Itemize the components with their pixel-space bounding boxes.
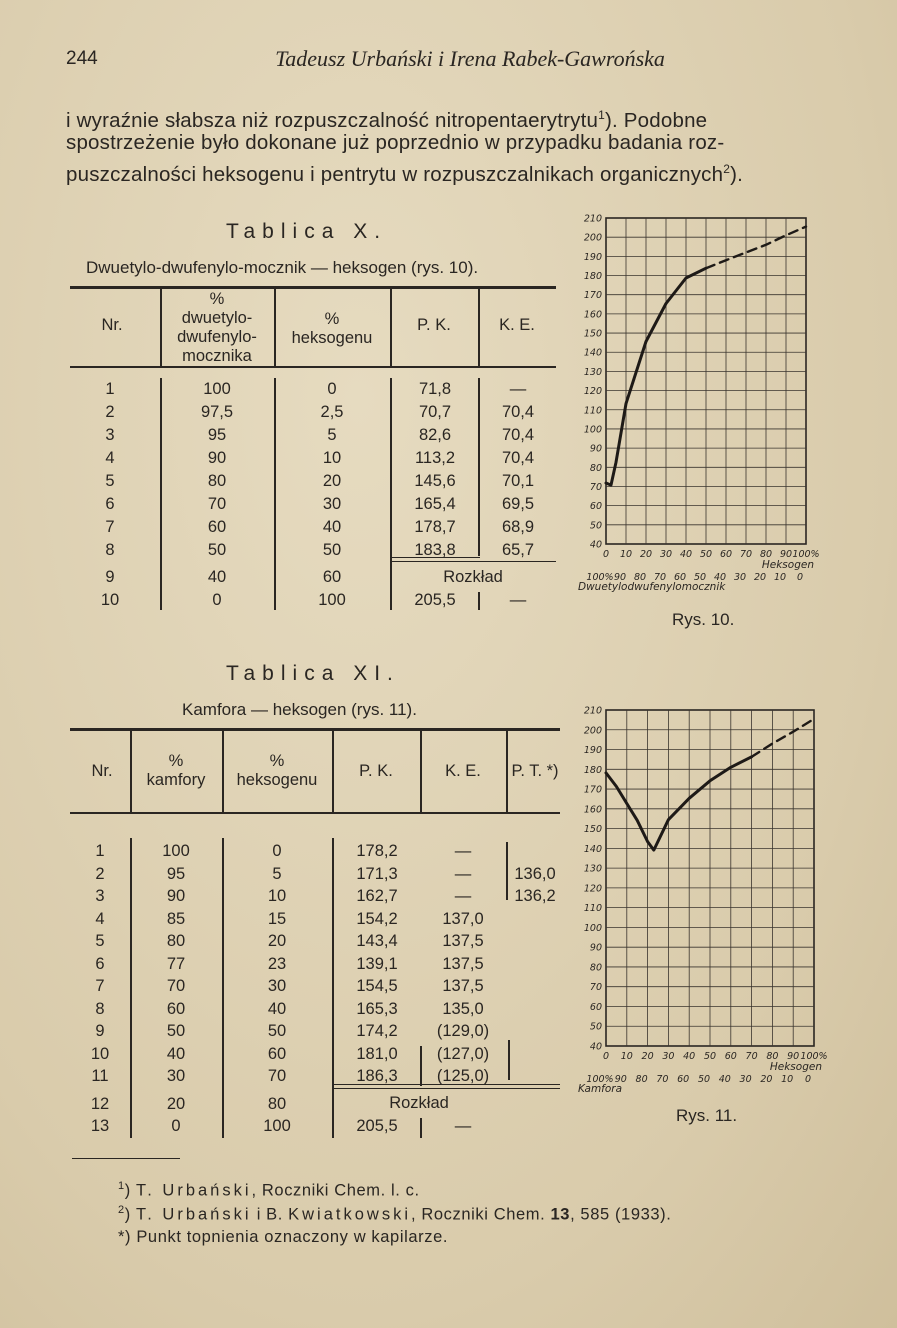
t11-cell-r3-c2: 90 (166, 887, 186, 905)
c11-x-tick-top: 90 (787, 1051, 800, 1062)
c11-x-tick-bottom: 60 (677, 1074, 690, 1085)
t11-cell-r3-c1: 3 (95, 887, 105, 905)
c10-x-tick-bottom: 90 (613, 572, 627, 583)
c10-y-tick: 140 (583, 347, 602, 359)
t10-cell-r7-c4: 178,7 (414, 518, 456, 536)
c10-x-tick-bottom: 20 (753, 572, 767, 583)
c11-x-tick-top: 80 (766, 1051, 779, 1062)
chart-10-x-label-bottom: Dwuetylodwufenylomocznik (578, 581, 726, 593)
t11-cell-r6-c5: 137,5 (442, 954, 484, 973)
t11-header-pk: P. K. (359, 762, 393, 780)
c11-x-tick-top: 10 (620, 1051, 633, 1062)
c10-x-tick-bottom: 40 (713, 572, 727, 583)
t11-cell-r6-c2: 77 (166, 954, 186, 973)
t10-cell-r10-c4: 205,5 (414, 591, 456, 609)
t11-cell-r12-c2: 20 (166, 1094, 186, 1113)
t11-cell-r11-c4: 186,3 (356, 1067, 398, 1085)
c11-x-tick-bottom: 100% (586, 1074, 614, 1085)
t10-cell-r7-c1: 7 (105, 518, 115, 536)
body-line-1: i wyraźnie słabsza niż rozpuszczalność nitropentaerytrytu$^1$). Podobne (66, 108, 708, 132)
t10-cell-r8-c2: 50 (207, 541, 227, 559)
t10-cell-r4-c1: 4 (105, 449, 115, 467)
t10-header-pk: P. K. (417, 316, 451, 334)
t10-header-col1: % dwuetylo- dwufenylo- mocznika (177, 290, 257, 365)
t10-cell-r6-c5: 69,5 (501, 495, 535, 513)
t10-cell-r6-c3: 30 (322, 495, 342, 513)
c11-y-tick: 110 (583, 903, 602, 915)
t11-cell-r2-c2: 95 (166, 864, 186, 883)
chart-10-caption: Rys. 10. (672, 610, 735, 629)
t11-cell-r4-c4: 154,2 (356, 909, 398, 928)
c10-y-tick: 170 (583, 290, 602, 302)
c11-x-tick-top: 50 (703, 1051, 717, 1062)
c11-x-tick-bottom: 70 (656, 1074, 669, 1085)
t11-cell-r5-c1: 5 (95, 932, 105, 950)
chart-rys-10 (560, 208, 840, 628)
t11-cell-r7-c4: 154,5 (356, 977, 398, 995)
t10-cell-r6-c1: 6 (105, 495, 115, 513)
c10-series-solid-line (606, 268, 706, 485)
c10-x-tick-top: 40 (679, 549, 693, 560)
t10-cell-r2-c3: 2,5 (320, 403, 344, 421)
t11-cell-r11-c5: (125,0) (436, 1067, 490, 1085)
t10-cell-r5-c2: 80 (207, 472, 227, 490)
c11-x-tick-bottom: 90 (614, 1074, 627, 1085)
chart-11-x-label-top: Heksogen (769, 1061, 822, 1073)
body-line-3: puszczalności heksogenu i pentrytu w rozpuszczalnikach organicznych$^2$). (66, 162, 744, 186)
t11-cell-r7-c2: 70 (166, 977, 186, 995)
t11-cell-r2-c3: 5 (272, 864, 282, 883)
t11-cell-r10-c2: 40 (166, 1044, 186, 1063)
t11-cell-r13-c1: 13 (90, 1117, 110, 1135)
t11-cell-r1-c2: 100 (162, 842, 190, 860)
c10-x-tick-top: 50 (699, 549, 713, 560)
c11-y-tick: 160 (583, 804, 602, 816)
c11-y-tick: 120 (583, 883, 602, 895)
t11-cell-r8-c5: 135,0 (442, 999, 484, 1018)
body-line-2: spostrzeżenie było dokonane już poprzednio w przypadku badania roz- (66, 131, 725, 154)
table-11-title: Tablica XI. (226, 662, 400, 685)
t11-cell-r9-c2: 50 (166, 1022, 186, 1040)
t10-cell-r4-c2: 90 (207, 449, 227, 467)
c10-series-dashed-line (706, 227, 806, 269)
t11-header-ke: K. E. (445, 762, 481, 780)
t10-cell-r2-c4: 70,7 (418, 403, 452, 421)
c11-x-tick-bottom: 40 (718, 1074, 731, 1085)
t11-cell-r10-c1: 10 (90, 1044, 110, 1063)
c11-x-tick-bottom: 80 (635, 1074, 648, 1085)
running-head-authors: Tadeusz Urbański i Irena Rabek-Gawrońska (275, 46, 665, 71)
t10-cell-r8-c1: 8 (105, 541, 115, 559)
c11-y-tick: 80 (589, 962, 602, 974)
t10-cell-r5-c4: 145,6 (414, 472, 456, 490)
t11-cell-r1-c1: 1 (95, 842, 105, 860)
t10-cell-r3-c2: 95 (207, 426, 227, 444)
c10-x-tick-bottom: 0 (796, 572, 804, 583)
c10-y-tick: 160 (583, 309, 602, 321)
c10-x-tick-top: 60 (719, 549, 733, 560)
t11-cell-r4-c1: 4 (95, 909, 105, 928)
t10-cell-r4-c3: 10 (322, 449, 342, 467)
chart-10-y-ticks (584, 214, 602, 551)
c11-y-tick: 100 (583, 922, 602, 934)
t11-cell-r5-c4: 143,4 (356, 932, 398, 950)
c10-y-tick: 130 (583, 366, 602, 378)
t10-cell-r1-c2: 100 (203, 380, 231, 398)
t11-cell-r7-c1: 7 (95, 977, 105, 995)
t10-cell-r2-c2: 97,5 (200, 403, 234, 421)
t10-cell-r1-c5: — (509, 380, 527, 398)
t10-cell-r9-c2: 40 (207, 568, 227, 586)
c11-y-tick: 190 (583, 745, 602, 757)
c11-y-tick: 130 (583, 863, 602, 875)
c11-series-dashed-line (752, 719, 814, 757)
t11-cell-r6-c3: 23 (267, 954, 287, 973)
c11-x-tick-top: 0 (602, 1051, 610, 1062)
t10-header-ke: K. E. (499, 316, 535, 334)
c11-y-tick: 60 (589, 1001, 602, 1013)
c11-x-tick-top: 60 (724, 1051, 737, 1062)
c11-x-tick-bottom: 0 (804, 1074, 812, 1085)
c11-y-tick: 200 (583, 725, 602, 737)
c10-y-tick: 60 (589, 501, 602, 513)
t11-cell-r5-c2: 80 (166, 932, 186, 950)
t11-cell-r9-c1: 9 (95, 1022, 105, 1040)
footnote-3: *) Punkt topnienia oznaczony w kapilarze. (118, 1228, 449, 1246)
c11-x-tick-top: 30 (662, 1051, 675, 1062)
t11-cell-r5-c3: 20 (267, 932, 287, 950)
t11-cell-r3-c5: — (454, 887, 472, 905)
c11-x-tick-top: 20 (641, 1051, 654, 1062)
t11-cell-r11-c2: 30 (166, 1067, 186, 1085)
t10-cell-r4-c5: 70,4 (501, 449, 535, 467)
c11-x-tick-bottom: 30 (739, 1074, 752, 1085)
t10-cell-r7-c5: 68,9 (501, 518, 535, 536)
c10-x-tick-top: 80 (759, 549, 773, 560)
c11-y-tick: 50 (589, 1021, 602, 1033)
c10-x-tick-bottom: 50 (693, 572, 707, 583)
t11-cell-r10-c3: 60 (267, 1044, 287, 1063)
c10-x-tick-bottom: 10 (773, 572, 787, 583)
chart-11-y-ticks (584, 706, 602, 1053)
c10-x-tick-bottom: 60 (673, 572, 687, 583)
t11-cell-r13-c5: — (454, 1117, 472, 1135)
chart-10-x-label-top: Heksogen (761, 559, 814, 571)
t11-cell-r1-c4: 178,2 (356, 842, 398, 860)
c10-x-tick-top: 90 (779, 549, 793, 560)
page-number: 244 (66, 48, 98, 69)
t10-cell-r5-c1: 5 (105, 472, 115, 490)
c10-x-tick-top: 20 (639, 549, 653, 560)
c11-x-tick-bottom: 20 (760, 1074, 773, 1085)
c10-x-tick-top: 100% (792, 549, 820, 560)
t11-cell-r12-c1: 12 (90, 1094, 110, 1113)
t11-cell-r6-c4: 139,1 (356, 954, 398, 973)
t11-cell-r4-c3: 15 (267, 909, 287, 928)
t10-cell-r5-c5: 70,1 (501, 472, 535, 490)
t10-cell-r7-c3: 40 (322, 518, 342, 536)
t10-cell-r3-c1: 3 (105, 426, 115, 444)
c11-x-tick-bottom: 50 (697, 1074, 711, 1085)
t11-cell-r8-c4: 165,3 (356, 999, 398, 1018)
c10-x-tick-top: 0 (602, 549, 610, 560)
t10-cell-r8-c3: 50 (322, 541, 342, 559)
t10-cell-r3-c5: 70,4 (501, 426, 535, 444)
c11-series-solid-line (606, 757, 752, 850)
footnote-rule (72, 1158, 180, 1159)
chart-11-x-label-bottom: Kamfora (578, 1083, 623, 1095)
c10-x-tick-top: 70 (739, 549, 753, 560)
c11-y-tick: 150 (583, 824, 602, 836)
t11-cell-r13-c2: 0 (171, 1117, 181, 1135)
c11-y-tick: 90 (589, 942, 602, 954)
t11-cell-r8-c1: 8 (95, 999, 105, 1018)
t11-cell-r1-c3: 0 (272, 842, 282, 860)
t10-cell-r1-c3: 0 (327, 380, 337, 398)
c11-y-tick: 180 (583, 764, 602, 776)
t11-cell-r6-c1: 6 (95, 954, 105, 973)
t11-cell-r10-c5: (127,0) (436, 1044, 490, 1063)
c11-x-tick-bottom: 10 (781, 1074, 794, 1085)
t11-header-col1: % kamfory (146, 752, 206, 789)
c11-y-tick: 70 (589, 982, 602, 994)
c10-y-tick: 100 (583, 424, 602, 436)
c10-x-tick-bottom: 100% (586, 572, 614, 583)
t11-cell-r13-c3: 100 (263, 1117, 291, 1135)
t10-cell-r10-c2: 0 (212, 591, 222, 609)
c11-y-tick: 140 (583, 843, 602, 855)
footnote-2: $^2$) T. Urbański i B. Kwiatkowski, Roczniki Chem. 13, 585 (1933). (118, 1204, 672, 1224)
t11-cell-r3-c4: 162,7 (356, 887, 398, 905)
t10-header-col2: % heksogenu (291, 310, 373, 347)
c10-y-tick: 80 (589, 462, 602, 474)
chart-11-caption: Rys. 11. (676, 1106, 738, 1125)
table-10-title: Tablica X. (226, 220, 388, 243)
t10-cell-r8-c5: 65,7 (501, 541, 535, 559)
c10-y-tick: 40 (589, 539, 602, 551)
c11-y-tick: 170 (583, 784, 602, 796)
t10-cell-r5-c3: 20 (322, 472, 342, 490)
t11-cell-r9-c5: (129,0) (436, 1022, 490, 1040)
t10-cell-r4-c4: 113,2 (414, 449, 456, 467)
t11-cell-r1-c5: — (454, 842, 472, 860)
t10-cell-r7-c2: 60 (207, 518, 227, 536)
t11-cell-r8-c3: 40 (267, 999, 287, 1018)
c11-x-tick-top: 100% (800, 1051, 828, 1062)
t11-cell-r8-c2: 60 (166, 999, 186, 1018)
t10-cell-r2-c5: 70,4 (501, 403, 535, 421)
t11-cell-r11-c1: 11 (91, 1067, 109, 1085)
t11-cell-r2-c6: 136,0 (514, 864, 556, 883)
c10-y-tick: 210 (583, 213, 602, 225)
t10-header-nr: Nr. (101, 316, 123, 334)
table-10-subtitle: Dwuetylo-dwufenylo-mocznik — heksogen (rys. 10). (86, 258, 479, 277)
t10-cell-r9-c3: 60 (322, 568, 342, 586)
c10-y-tick: 110 (583, 405, 602, 417)
table-11-subtitle: Kamfora — heksogen (rys. 11). (182, 700, 417, 719)
t11-cell-r2-c4: 171,3 (356, 864, 398, 883)
c10-x-tick-bottom: 70 (653, 572, 667, 583)
t10-cell-r10-c5: — (509, 591, 527, 609)
t11-cell-r9-c3: 50 (267, 1022, 287, 1040)
t11-header-col2: % heksogenu (236, 752, 318, 789)
t10-cell-r8-c4: 183,8 (414, 541, 456, 559)
t11-cell-r2-c5: — (454, 864, 472, 883)
c10-x-tick-bottom: 80 (633, 572, 647, 583)
c11-x-tick-top: 40 (683, 1051, 696, 1062)
t10-cell-r1-c1: 1 (105, 380, 115, 398)
c10-y-tick: 70 (589, 481, 602, 493)
t10-cell-r1-c4: 71,8 (418, 380, 452, 398)
chart-11-grid (606, 710, 814, 1046)
c11-x-tick-top: 70 (745, 1051, 758, 1062)
chart-rys-11 (560, 700, 850, 1110)
t11-cell-r12-c3: 80 (267, 1094, 287, 1113)
c10-x-tick-bottom: 30 (733, 572, 747, 583)
t11-cell-r7-c5: 137,5 (442, 977, 484, 995)
t11-rozklad: Rozkład (389, 1094, 449, 1112)
c10-y-tick: 200 (583, 232, 602, 244)
c10-y-tick: 180 (583, 271, 602, 283)
c10-x-tick-top: 10 (619, 549, 633, 560)
t11-cell-r9-c4: 174,2 (356, 1022, 398, 1040)
c10-y-tick: 120 (583, 386, 602, 398)
c10-y-tick: 50 (589, 520, 602, 532)
t11-cell-r4-c2: 85 (166, 909, 186, 928)
t11-cell-r4-c5: 137,0 (442, 909, 484, 928)
t11-header-nr: Nr. (91, 762, 113, 780)
t11-cell-r3-c6: 136,2 (514, 887, 556, 905)
t10-cell-r10-c1: 10 (100, 591, 120, 609)
t10-cell-r2-c1: 2 (105, 403, 115, 421)
t10-cell-r10-c3: 100 (318, 591, 346, 609)
footnote-1: $^1$) T. Urbański, Roczniki Chem. l. c. (118, 1180, 420, 1200)
t11-header-pt: P. T. *) (511, 762, 559, 780)
c11-y-tick: 40 (589, 1041, 602, 1053)
t10-rozklad: Rozkład (443, 568, 503, 586)
c10-y-tick: 190 (583, 251, 602, 263)
t10-cell-r6-c2: 70 (207, 495, 227, 513)
t10-cell-r6-c4: 165,4 (414, 495, 456, 513)
c10-y-tick: 150 (583, 328, 602, 340)
t11-cell-r13-c4: 205,5 (356, 1117, 398, 1135)
t11-cell-r3-c3: 10 (267, 887, 287, 905)
t11-cell-r10-c4: 181,0 (356, 1044, 398, 1063)
t10-cell-r9-c1: 9 (105, 568, 115, 586)
c11-y-tick: 210 (583, 705, 602, 717)
t11-cell-r11-c3: 70 (267, 1067, 287, 1085)
t10-cell-r3-c4: 82,6 (418, 426, 452, 444)
t11-cell-r2-c1: 2 (95, 864, 105, 883)
c10-x-tick-top: 30 (659, 549, 673, 560)
t10-cell-r3-c3: 5 (327, 426, 337, 444)
c10-y-tick: 90 (589, 443, 602, 455)
t11-cell-r7-c3: 30 (267, 977, 287, 995)
t11-cell-r5-c5: 137,5 (442, 932, 484, 950)
